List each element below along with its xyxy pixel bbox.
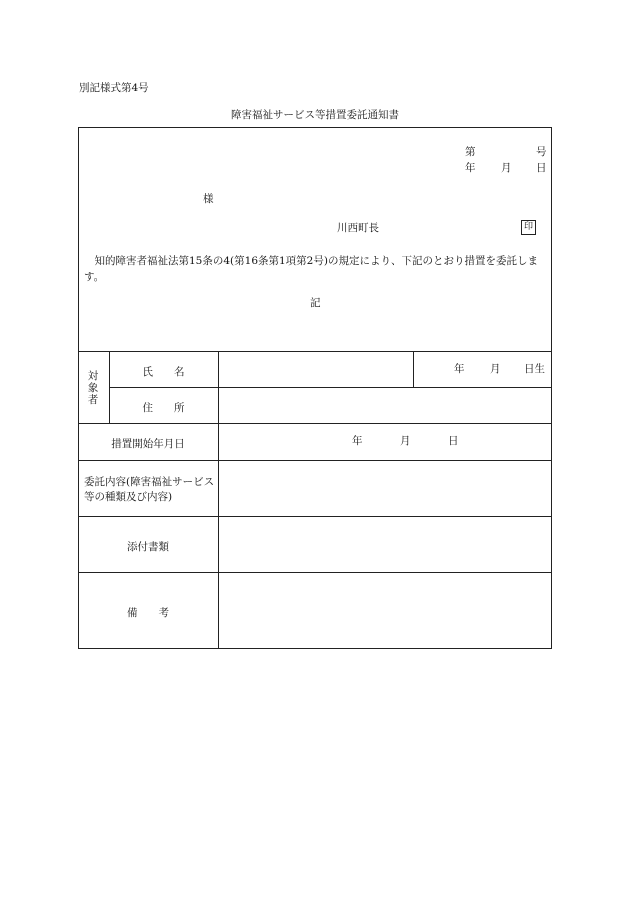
form-number: 別記様式第4号 <box>79 82 149 94</box>
issuer-name: 川西町長 <box>337 222 379 234</box>
remarks-label: 備 考 <box>127 607 169 619</box>
start-date-label: 措置開始年月日 <box>111 438 185 450</box>
attachments-label: 添付書類 <box>127 541 169 553</box>
birth-year-label: 年 <box>454 363 465 375</box>
col-rule-birth <box>413 351 414 387</box>
row-rule-content <box>78 516 552 517</box>
birth-day-label: 日生 <box>524 363 545 375</box>
seal-mark: 印 <box>521 220 536 235</box>
commission-content-label: 委託内容(障害福祉サービス等の種類及び内容) <box>84 476 215 503</box>
row-rule-address <box>78 423 552 424</box>
date-month-label: 月 <box>501 162 512 174</box>
form-frame <box>78 127 552 649</box>
document-title: 障害福祉サービス等措置委託通知書 <box>231 109 399 121</box>
notice-body: 知的障害者福祉法第15条の4(第16条第1項第2号)の規定により、下記のとおり措置を委託します。 <box>84 255 538 283</box>
ki-heading: 記 <box>310 297 321 309</box>
number-prefix: 第 <box>465 146 476 158</box>
row-rule-start <box>78 460 552 461</box>
birth-month-label: 月 <box>490 363 501 375</box>
col-rule-label <box>218 351 219 649</box>
start-day-label: 日 <box>448 435 459 447</box>
recipient-honorific: 様 <box>203 193 214 205</box>
row-rule-attach <box>78 572 552 573</box>
table-top-rule <box>78 351 552 352</box>
start-month-label: 月 <box>400 435 411 447</box>
date-year-label: 年 <box>465 162 476 174</box>
name-label: 氏 名 <box>142 366 185 378</box>
row-rule-name <box>109 387 552 388</box>
start-year-label: 年 <box>352 435 363 447</box>
target-person-label: 対象者 <box>87 370 99 406</box>
address-label: 住 所 <box>142 402 185 414</box>
number-suffix: 号 <box>536 146 547 158</box>
date-day-label: 日 <box>536 162 547 174</box>
